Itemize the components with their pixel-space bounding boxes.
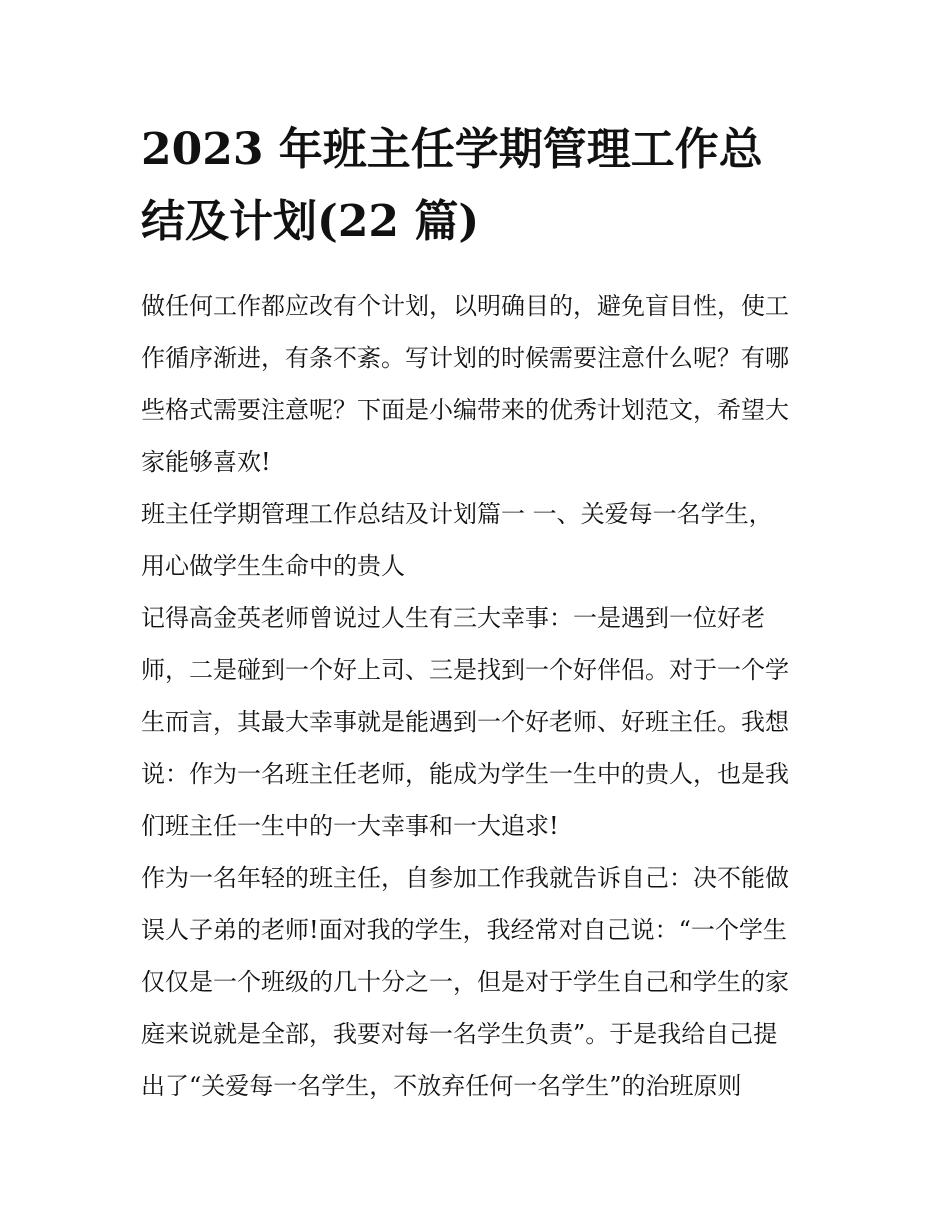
body-paragraph: [141, 852, 813, 1112]
paragraph-line: 班主任学期管理工作总结及计划篇一 一、关爱每一名学生，: [141, 500, 773, 528]
paragraph-line: 作为一名年轻的班主任，自参加工作我就告诉自己：决不能做: [141, 864, 789, 892]
document-page: [141, 114, 813, 1112]
title-line-2: 结及计划(22 篇): [141, 196, 480, 247]
body-paragraph: [141, 592, 813, 852]
document-body: [141, 280, 813, 1112]
paragraph-line: 仅仅是一个班级的几十分之一，但是对于学生自己和学生的家: [141, 968, 789, 996]
paragraph-line: 记得高金英老师曾说过人生有三大幸事：一是遇到一位好老: [141, 604, 765, 632]
intro-paragraph: [141, 280, 813, 488]
paragraph-line: 家能够喜欢!: [141, 448, 271, 476]
paragraph-line: 庭来说就是全部，我要对每一名学生负责”。于是我给自己提: [141, 1020, 778, 1048]
section-heading-paragraph: [141, 488, 813, 592]
paragraph-line: 们班主任一生中的一大幸事和一大追求!: [141, 812, 559, 840]
document-title: [141, 114, 813, 258]
paragraph-line: 作循序渐进，有条不紊。写计划的时候需要注意什么呢？有哪: [141, 344, 789, 372]
paragraph-line: 师，二是碰到一个好上司、三是找到一个好伴侣。对于一个学: [141, 656, 789, 684]
paragraph-line: 出了“关爱每一名学生，不放弃任何一名学生”的治班原则: [141, 1072, 742, 1100]
paragraph-line: 用心做学生生命中的贵人: [141, 552, 405, 580]
paragraph-line: 做任何工作都应改有个计划，以明确目的，避免盲目性，使工: [141, 292, 789, 320]
paragraph-line: 些格式需要注意呢？下面是小编带来的优秀计划范文，希望大: [141, 396, 789, 424]
paragraph-line: 生而言，其最大幸事就是能遇到一个好老师、好班主任。我想: [141, 708, 789, 736]
title-line-1: 2023 年班主任学期管理工作总: [141, 124, 763, 175]
paragraph-line: 误人子弟的老师!面对我的学生，我经常对自己说：“一个学生: [141, 916, 787, 944]
paragraph-line: 说：作为一名班主任老师，能成为学生一生中的贵人，也是我: [141, 760, 789, 788]
